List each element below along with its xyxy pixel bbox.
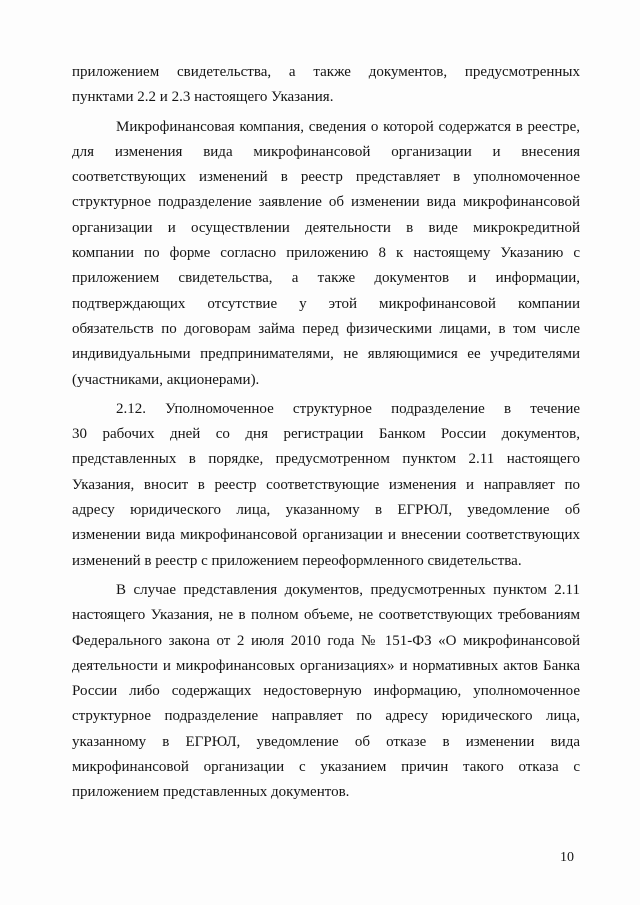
text-line: адресу юридического лица, указанному в ЕГРЮЛ, уведомление об (72, 502, 580, 519)
paragraph-p1 (72, 60, 580, 111)
text-line: структурное подразделение направляет по адресу юридического лица, (72, 708, 580, 725)
text-line: 30 рабочих дней со дня регистрации Банком России документов, (72, 426, 580, 443)
text-line: деятельности и микрофинансовых организациях» и нормативных актов Банка (72, 657, 580, 674)
text-line: изменении вида микрофинансовой организации и внесении соответствующих (72, 527, 580, 544)
text-line: 2.12. Уполномоченное структурное подразделение в течение (116, 400, 580, 417)
text-line: изменений в реестр с приложением переоформленного свидетельства. (72, 552, 522, 569)
text-line: индивидуальными предпринимателями, не являющимися ее учредителями (72, 346, 580, 363)
text-line: пунктами 2.2 и 2.3 настоящего Указания. (72, 89, 334, 106)
text-line: представленных в порядке, предусмотренном пунктом 2.11 настоящего (72, 451, 580, 468)
text-line: России либо содержащих недостоверную информацию, уполномоченное (72, 683, 580, 700)
text-line: обязательств по договорам займа перед физическими лицами, в том числе (72, 320, 580, 337)
text-line: организации и осуществлении деятельности в виде микрокредитной (72, 219, 580, 236)
text-line: соответствующих изменений в реестр представляет в уполномоченное (72, 169, 580, 186)
text-line: Указания, вносит в реестр соответствующие изменения и направляет по (72, 476, 580, 493)
text-line: настоящего Указания, не в полном объеме, не соответствующих требованиям (72, 607, 580, 624)
text-line: приложением свидетельства, а также документов и информации, (72, 270, 580, 287)
page-number: 10 (560, 850, 574, 865)
text-line: для изменения вида микрофинансовой организации и внесения (72, 143, 580, 160)
text-line: Микрофинансовая компания, сведения о которой содержатся в реестре, (116, 118, 580, 135)
text-line: (участниками, акционерами). (72, 371, 260, 388)
document-body (72, 60, 580, 806)
paragraph-p2 (72, 115, 580, 393)
text-line: подтверждающих отсутствие у этой микрофинансовой компании (72, 295, 580, 312)
text-line: приложением представленных документов. (72, 784, 350, 801)
text-line: структурное подразделение заявление об изменении вида микрофинансовой (72, 194, 580, 211)
text-line: Федерального закона от 2 июля 2010 года № 151-ФЗ «О микрофинансовой (72, 632, 580, 649)
paragraph-p3 (72, 397, 580, 574)
text-line: приложением свидетельства, а также документов, предусмотренных (72, 64, 580, 80)
text-line: В случае представления документов, предусмотренных пунктом 2.11 (116, 581, 580, 598)
text-line: микрофинансовой организации с указанием причин такого отказа с (72, 759, 580, 776)
text-line: указанному в ЕГРЮЛ, уведомление об отказе в изменении вида (72, 733, 580, 750)
paragraph-p4 (72, 578, 580, 806)
text-line: компании по форме согласно приложению 8 к настоящему Указанию с (72, 245, 580, 262)
